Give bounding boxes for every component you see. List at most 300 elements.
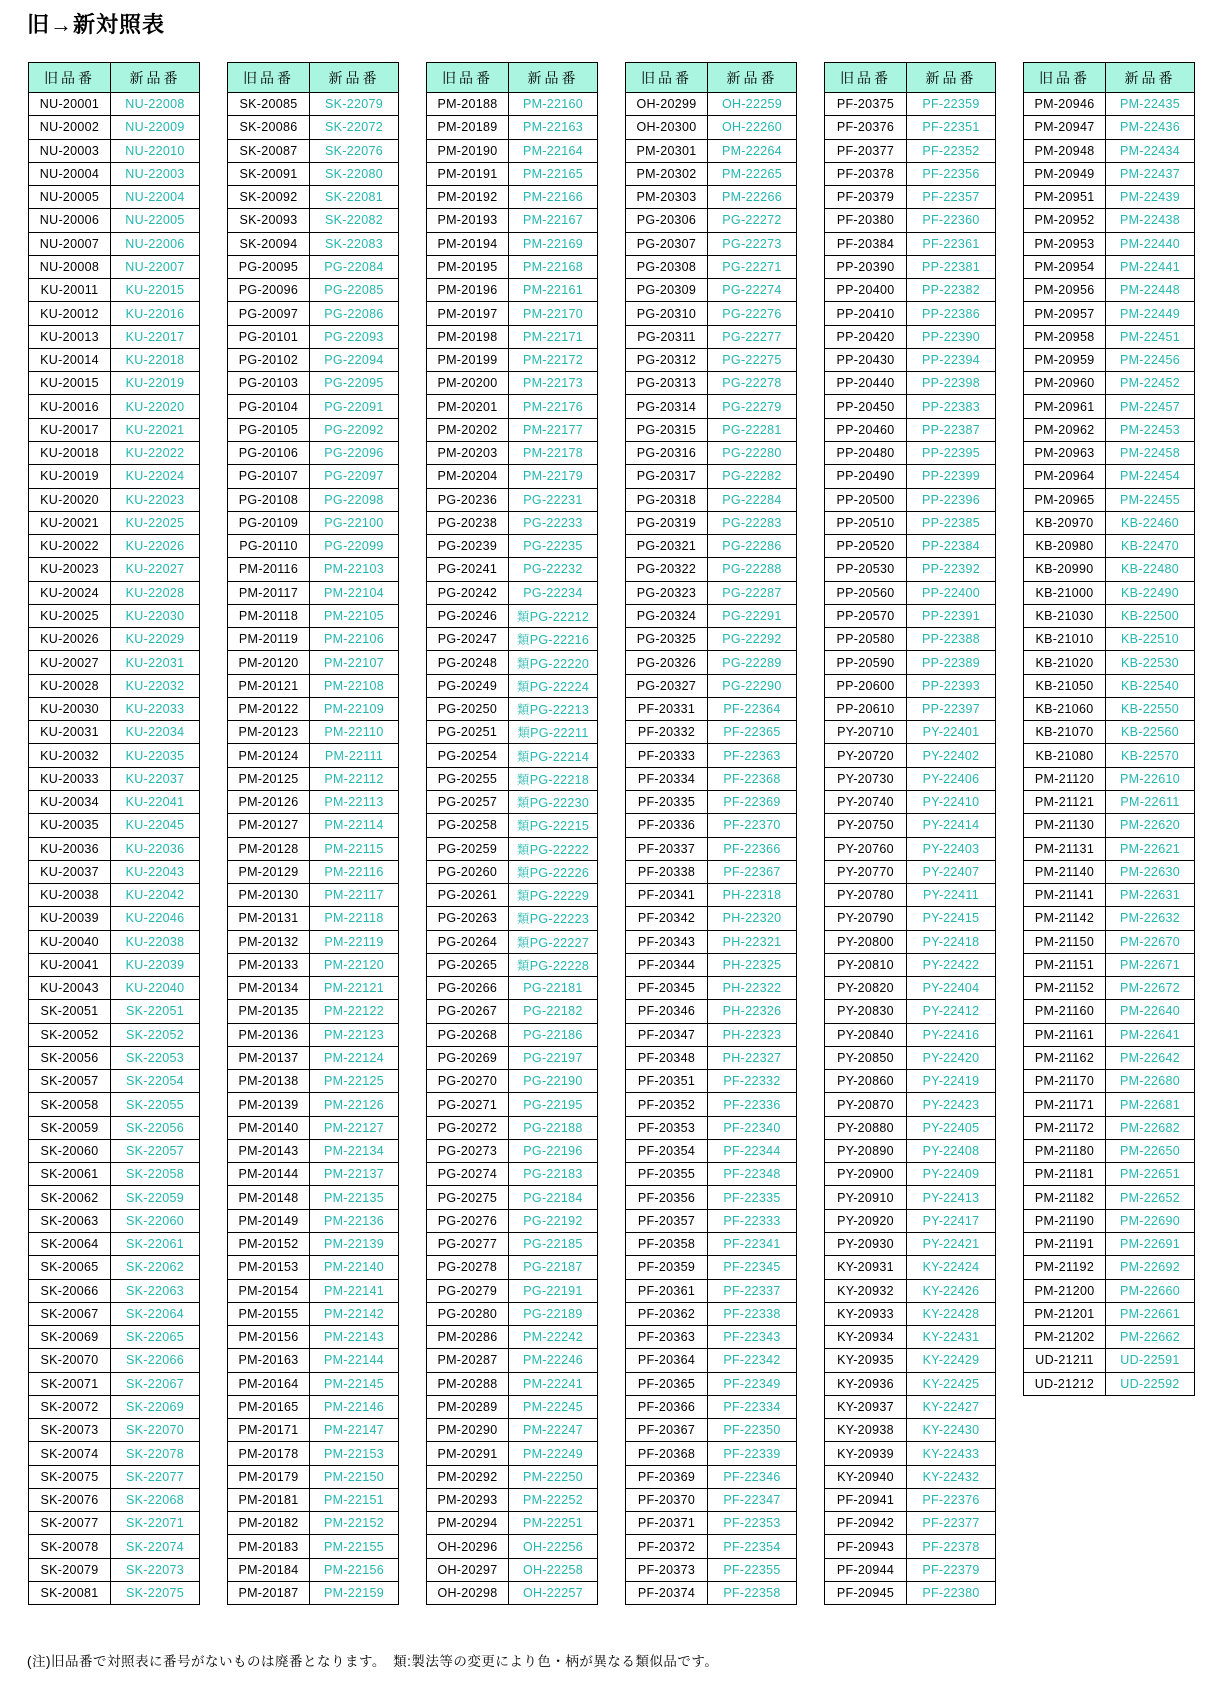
table-row bbox=[228, 1233, 399, 1256]
old-part-cell: PM-20119 bbox=[228, 628, 310, 651]
new-part-cell: PF-22346 bbox=[708, 1465, 797, 1488]
new-part-cell: PM-22137 bbox=[310, 1163, 399, 1186]
new-part-cell: PG-22282 bbox=[708, 465, 797, 488]
table-row bbox=[228, 558, 399, 581]
table-row bbox=[228, 1372, 399, 1395]
new-part-header: 新品番 bbox=[310, 63, 399, 93]
new-part-cell: PM-22266 bbox=[708, 186, 797, 209]
old-part-cell: PF-20941 bbox=[825, 1488, 907, 1511]
new-part-cell: KU-22018 bbox=[111, 348, 200, 371]
new-part-cell: PG-22181 bbox=[509, 977, 598, 1000]
old-part-cell: PF-20359 bbox=[626, 1256, 708, 1279]
old-part-cell: PM-20947 bbox=[1024, 116, 1106, 139]
new-part-cell: PF-22343 bbox=[708, 1326, 797, 1349]
new-part-cell: PG-22086 bbox=[310, 302, 399, 325]
table-row bbox=[29, 465, 200, 488]
new-part-cell: KU-22021 bbox=[111, 418, 200, 441]
new-part-cell: PM-22120 bbox=[310, 953, 399, 976]
table-row bbox=[427, 1558, 598, 1581]
table-row bbox=[1024, 674, 1195, 697]
table-row bbox=[427, 1186, 598, 1209]
new-part-cell: SK-22076 bbox=[310, 139, 399, 162]
table-row bbox=[29, 744, 200, 767]
new-part-cell: SK-22061 bbox=[111, 1233, 200, 1256]
table-row bbox=[228, 977, 399, 1000]
table-row bbox=[29, 837, 200, 860]
table-row bbox=[427, 209, 598, 232]
table-row bbox=[228, 395, 399, 418]
new-part-cell: PF-22357 bbox=[907, 186, 996, 209]
new-part-cell: SK-22069 bbox=[111, 1395, 200, 1418]
old-part-cell: PF-20358 bbox=[626, 1233, 708, 1256]
new-part-cell: NU-22008 bbox=[111, 93, 200, 116]
new-part-cell: 類PG-22230 bbox=[509, 790, 598, 813]
table-row bbox=[825, 441, 996, 464]
new-part-cell: KB-22490 bbox=[1106, 581, 1195, 604]
table-row bbox=[427, 674, 598, 697]
old-part-cell: PM-20196 bbox=[427, 279, 509, 302]
new-part-cell: PP-22393 bbox=[907, 674, 996, 697]
table-row bbox=[228, 1302, 399, 1325]
old-part-cell: PM-20965 bbox=[1024, 488, 1106, 511]
old-part-cell: PM-20179 bbox=[228, 1465, 310, 1488]
old-part-cell: PG-20280 bbox=[427, 1302, 509, 1325]
new-part-cell: PM-22652 bbox=[1106, 1186, 1195, 1209]
table-row bbox=[825, 302, 996, 325]
table-row bbox=[228, 907, 399, 930]
new-part-cell: PM-22123 bbox=[310, 1023, 399, 1046]
new-part-cell: SK-22068 bbox=[111, 1488, 200, 1511]
table-row bbox=[1024, 209, 1195, 232]
new-part-cell: PG-22280 bbox=[708, 441, 797, 464]
new-part-cell: PG-22195 bbox=[509, 1093, 598, 1116]
old-part-cell: KY-20931 bbox=[825, 1256, 907, 1279]
old-part-cell: PF-20335 bbox=[626, 790, 708, 813]
old-part-cell: PF-20352 bbox=[626, 1093, 708, 1116]
table-row bbox=[825, 1000, 996, 1023]
table-row bbox=[1024, 721, 1195, 744]
new-part-cell: PM-22642 bbox=[1106, 1046, 1195, 1069]
table-row bbox=[626, 1256, 797, 1279]
old-part-cell: PM-20184 bbox=[228, 1558, 310, 1581]
new-part-cell: PY-22422 bbox=[907, 953, 996, 976]
new-part-cell: PM-22164 bbox=[509, 139, 598, 162]
table-row bbox=[1024, 441, 1195, 464]
table-row bbox=[427, 1419, 598, 1442]
old-part-cell: PM-20199 bbox=[427, 348, 509, 371]
new-part-cell: PG-22185 bbox=[509, 1233, 598, 1256]
old-part-cell: PM-20136 bbox=[228, 1023, 310, 1046]
old-part-cell: KU-20025 bbox=[29, 604, 111, 627]
new-part-cell: PG-22292 bbox=[708, 628, 797, 651]
old-part-cell: SK-20087 bbox=[228, 139, 310, 162]
table-row bbox=[29, 139, 200, 162]
old-part-cell: PF-20355 bbox=[626, 1163, 708, 1186]
old-part-cell: PG-20316 bbox=[626, 441, 708, 464]
table-row bbox=[228, 511, 399, 534]
old-part-cell: SK-20060 bbox=[29, 1139, 111, 1162]
new-part-cell: SK-22065 bbox=[111, 1326, 200, 1349]
new-part-cell: PM-22247 bbox=[509, 1419, 598, 1442]
old-part-cell: PF-20361 bbox=[626, 1279, 708, 1302]
table-row bbox=[1024, 1302, 1195, 1325]
table-row bbox=[29, 116, 200, 139]
old-part-cell: KB-21030 bbox=[1024, 604, 1106, 627]
table-row bbox=[228, 418, 399, 441]
old-part-cell: KU-20038 bbox=[29, 884, 111, 907]
old-part-cell: OH-20297 bbox=[427, 1558, 509, 1581]
old-part-cell: PG-20109 bbox=[228, 511, 310, 534]
old-part-cell: PM-20143 bbox=[228, 1139, 310, 1162]
table-row bbox=[825, 1582, 996, 1605]
new-part-cell: PM-22245 bbox=[509, 1395, 598, 1418]
table-row bbox=[427, 1465, 598, 1488]
old-part-cell: PG-20095 bbox=[228, 255, 310, 278]
table-row bbox=[29, 790, 200, 813]
old-part-cell: KU-20035 bbox=[29, 814, 111, 837]
table-row bbox=[29, 418, 200, 441]
old-part-cell: KU-20011 bbox=[29, 279, 111, 302]
table-row bbox=[825, 511, 996, 534]
old-part-cell: PG-20322 bbox=[626, 558, 708, 581]
new-part-cell: PF-22377 bbox=[907, 1512, 996, 1535]
new-part-cell: PM-22153 bbox=[310, 1442, 399, 1465]
new-part-cell: OH-22257 bbox=[509, 1582, 598, 1605]
table-row bbox=[825, 465, 996, 488]
new-part-cell: PM-22107 bbox=[310, 651, 399, 674]
old-part-cell: PG-20107 bbox=[228, 465, 310, 488]
table-row bbox=[1024, 1209, 1195, 1232]
new-part-cell: PG-22275 bbox=[708, 348, 797, 371]
new-part-cell: PY-22421 bbox=[907, 1233, 996, 1256]
old-part-cell: PM-20125 bbox=[228, 767, 310, 790]
header-row bbox=[1024, 63, 1195, 93]
new-part-cell: PF-22370 bbox=[708, 814, 797, 837]
table-row bbox=[427, 1582, 598, 1605]
new-part-cell: PP-22395 bbox=[907, 441, 996, 464]
header-row bbox=[228, 63, 399, 93]
table-row bbox=[825, 930, 996, 953]
table-row bbox=[1024, 1070, 1195, 1093]
old-part-cell: UD-21211 bbox=[1024, 1349, 1106, 1372]
new-part-cell: PM-22681 bbox=[1106, 1093, 1195, 1116]
new-part-cell: KU-22042 bbox=[111, 884, 200, 907]
table-row bbox=[29, 1512, 200, 1535]
table-row bbox=[29, 1419, 200, 1442]
table-row bbox=[626, 1116, 797, 1139]
old-part-cell: PG-20236 bbox=[427, 488, 509, 511]
new-part-cell: PG-22273 bbox=[708, 232, 797, 255]
new-part-cell: KB-22500 bbox=[1106, 604, 1195, 627]
old-part-cell: SK-20056 bbox=[29, 1046, 111, 1069]
old-part-cell: PY-20780 bbox=[825, 884, 907, 907]
table-row bbox=[29, 1302, 200, 1325]
new-part-cell: KU-22022 bbox=[111, 441, 200, 464]
old-part-cell: PF-20372 bbox=[626, 1535, 708, 1558]
old-part-cell: PP-20450 bbox=[825, 395, 907, 418]
table-row bbox=[626, 651, 797, 674]
new-part-cell: PG-22097 bbox=[310, 465, 399, 488]
table-row bbox=[427, 628, 598, 651]
old-part-cell: PM-20286 bbox=[427, 1326, 509, 1349]
table-row bbox=[427, 116, 598, 139]
table-row bbox=[29, 372, 200, 395]
old-part-cell: KY-20932 bbox=[825, 1279, 907, 1302]
table-row bbox=[1024, 581, 1195, 604]
new-part-cell: SK-22053 bbox=[111, 1046, 200, 1069]
old-part-cell: PM-20204 bbox=[427, 465, 509, 488]
old-part-cell: PF-20357 bbox=[626, 1209, 708, 1232]
old-part-cell: PM-21150 bbox=[1024, 930, 1106, 953]
new-part-cell: PG-22187 bbox=[509, 1256, 598, 1279]
old-part-cell: PM-20961 bbox=[1024, 395, 1106, 418]
old-part-cell: PM-20198 bbox=[427, 325, 509, 348]
new-part-cell: 類PG-22216 bbox=[509, 628, 598, 651]
old-part-cell: PM-20288 bbox=[427, 1372, 509, 1395]
table-row bbox=[825, 651, 996, 674]
new-part-cell: PM-22435 bbox=[1106, 93, 1195, 116]
new-part-cell: PM-22115 bbox=[310, 837, 399, 860]
old-part-cell: KU-20033 bbox=[29, 767, 111, 790]
old-part-cell: KU-20039 bbox=[29, 907, 111, 930]
old-part-cell: PG-20327 bbox=[626, 674, 708, 697]
table-row bbox=[228, 1256, 399, 1279]
table-row bbox=[1024, 1326, 1195, 1349]
old-part-cell: SK-20092 bbox=[228, 186, 310, 209]
table-row bbox=[29, 860, 200, 883]
new-part-cell: PM-22122 bbox=[310, 1000, 399, 1023]
table-row bbox=[29, 814, 200, 837]
new-part-cell: PF-22344 bbox=[708, 1139, 797, 1162]
old-part-cell: PP-20600 bbox=[825, 674, 907, 697]
table-row bbox=[29, 1442, 200, 1465]
table-row bbox=[427, 1302, 598, 1325]
old-part-cell: PM-20194 bbox=[427, 232, 509, 255]
new-part-cell: NU-22009 bbox=[111, 116, 200, 139]
old-part-cell: PG-20105 bbox=[228, 418, 310, 441]
new-part-cell: SK-22073 bbox=[111, 1558, 200, 1581]
table-row bbox=[825, 1349, 996, 1372]
old-part-cell: KB-21060 bbox=[1024, 697, 1106, 720]
new-part-cell: PG-22283 bbox=[708, 511, 797, 534]
new-part-cell: PM-22250 bbox=[509, 1465, 598, 1488]
new-part-cell: PM-22147 bbox=[310, 1419, 399, 1442]
new-part-cell: PF-22351 bbox=[907, 116, 996, 139]
old-part-cell: SK-20076 bbox=[29, 1488, 111, 1511]
new-part-cell: 類PG-22215 bbox=[509, 814, 598, 837]
table-row bbox=[427, 93, 598, 116]
table-row bbox=[29, 395, 200, 418]
new-part-cell: PM-22660 bbox=[1106, 1279, 1195, 1302]
new-part-cell: PM-22151 bbox=[310, 1488, 399, 1511]
new-part-cell: PG-22271 bbox=[708, 255, 797, 278]
old-part-cell: PM-21121 bbox=[1024, 790, 1106, 813]
table-row bbox=[228, 488, 399, 511]
old-part-cell: PG-20108 bbox=[228, 488, 310, 511]
new-part-cell: PM-22457 bbox=[1106, 395, 1195, 418]
old-part-cell: PF-20343 bbox=[626, 930, 708, 953]
old-part-cell: SK-20064 bbox=[29, 1233, 111, 1256]
table-row bbox=[1024, 1163, 1195, 1186]
new-part-cell: KY-22425 bbox=[907, 1372, 996, 1395]
table-row bbox=[228, 721, 399, 744]
table-row bbox=[427, 325, 598, 348]
new-part-cell: 類PG-22229 bbox=[509, 884, 598, 907]
table-row bbox=[626, 814, 797, 837]
new-part-cell: PH-22320 bbox=[708, 907, 797, 930]
table-row bbox=[825, 1279, 996, 1302]
new-part-cell: PG-22095 bbox=[310, 372, 399, 395]
new-part-cell: PM-22139 bbox=[310, 1233, 399, 1256]
old-part-cell: KU-20027 bbox=[29, 651, 111, 674]
table-row bbox=[626, 604, 797, 627]
old-part-cell: PG-20269 bbox=[427, 1046, 509, 1069]
table-row bbox=[626, 744, 797, 767]
old-part-cell: PY-20920 bbox=[825, 1209, 907, 1232]
new-part-cell: KU-22040 bbox=[111, 977, 200, 1000]
new-part-cell: SK-22081 bbox=[310, 186, 399, 209]
table-row bbox=[626, 790, 797, 813]
new-part-cell: SK-22074 bbox=[111, 1535, 200, 1558]
new-part-cell: KY-22429 bbox=[907, 1349, 996, 1372]
old-part-cell: PM-20133 bbox=[228, 953, 310, 976]
old-part-cell: NU-20001 bbox=[29, 93, 111, 116]
old-part-cell: KU-20028 bbox=[29, 674, 111, 697]
new-part-cell: 類PG-22211 bbox=[509, 721, 598, 744]
old-part-cell: KB-21010 bbox=[1024, 628, 1106, 651]
old-part-cell: PG-20267 bbox=[427, 1000, 509, 1023]
conversion-table-2 bbox=[227, 62, 399, 1605]
table-row bbox=[228, 1326, 399, 1349]
new-part-cell: PH-22318 bbox=[708, 884, 797, 907]
new-part-cell: PY-22407 bbox=[907, 860, 996, 883]
new-part-cell: KY-22428 bbox=[907, 1302, 996, 1325]
table-row bbox=[626, 395, 797, 418]
table-row bbox=[825, 837, 996, 860]
new-part-cell: PY-22409 bbox=[907, 1163, 996, 1186]
new-part-cell: PM-22620 bbox=[1106, 814, 1195, 837]
old-part-cell: PF-20351 bbox=[626, 1070, 708, 1093]
new-part-cell: PM-22441 bbox=[1106, 255, 1195, 278]
old-part-cell: PG-20239 bbox=[427, 535, 509, 558]
table-row bbox=[825, 1163, 996, 1186]
old-part-cell: PF-20336 bbox=[626, 814, 708, 837]
new-part-cell: PM-22455 bbox=[1106, 488, 1195, 511]
new-part-cell: PM-22176 bbox=[509, 395, 598, 418]
new-part-cell: PF-22335 bbox=[708, 1186, 797, 1209]
old-part-cell: PM-20178 bbox=[228, 1442, 310, 1465]
old-part-cell: PM-20138 bbox=[228, 1070, 310, 1093]
new-part-cell: PF-22337 bbox=[708, 1279, 797, 1302]
old-part-cell: PM-20126 bbox=[228, 790, 310, 813]
old-part-cell: KY-20937 bbox=[825, 1395, 907, 1418]
old-part-cell: PF-20945 bbox=[825, 1582, 907, 1605]
table-row bbox=[29, 441, 200, 464]
new-part-cell: PM-22265 bbox=[708, 162, 797, 185]
new-part-cell: PM-22121 bbox=[310, 977, 399, 1000]
old-part-cell: PG-20313 bbox=[626, 372, 708, 395]
table-row bbox=[228, 674, 399, 697]
table-row bbox=[626, 1558, 797, 1581]
table-row bbox=[29, 604, 200, 627]
table-row bbox=[29, 1582, 200, 1605]
old-part-cell: PM-21191 bbox=[1024, 1233, 1106, 1256]
new-part-cell: KU-22037 bbox=[111, 767, 200, 790]
old-part-cell: PM-20139 bbox=[228, 1093, 310, 1116]
old-part-cell: PG-20311 bbox=[626, 325, 708, 348]
table-row bbox=[228, 1395, 399, 1418]
old-part-cell: PF-20344 bbox=[626, 953, 708, 976]
table-row bbox=[29, 209, 200, 232]
table-row bbox=[427, 395, 598, 418]
table-row bbox=[1024, 1256, 1195, 1279]
old-part-cell: SK-20086 bbox=[228, 116, 310, 139]
table-row bbox=[626, 1372, 797, 1395]
old-part-cell: PG-20324 bbox=[626, 604, 708, 627]
new-part-cell: KU-22017 bbox=[111, 325, 200, 348]
old-part-cell: PM-21181 bbox=[1024, 1163, 1106, 1186]
table-row bbox=[427, 1163, 598, 1186]
table-row bbox=[1024, 907, 1195, 930]
old-part-cell: PM-21142 bbox=[1024, 907, 1106, 930]
table-row bbox=[29, 1023, 200, 1046]
old-part-cell: PM-20290 bbox=[427, 1419, 509, 1442]
table-row bbox=[825, 907, 996, 930]
new-part-cell: PP-22384 bbox=[907, 535, 996, 558]
table-row bbox=[825, 325, 996, 348]
table-row bbox=[427, 372, 598, 395]
new-part-cell: PM-22630 bbox=[1106, 860, 1195, 883]
old-part-cell: PG-20265 bbox=[427, 953, 509, 976]
old-part-cell: PP-20460 bbox=[825, 418, 907, 441]
new-part-cell: SK-22078 bbox=[111, 1442, 200, 1465]
new-part-cell: SK-22064 bbox=[111, 1302, 200, 1325]
new-part-cell: PM-22452 bbox=[1106, 372, 1195, 395]
new-part-cell: KU-22024 bbox=[111, 465, 200, 488]
table-row bbox=[427, 1209, 598, 1232]
new-part-cell: KU-22033 bbox=[111, 697, 200, 720]
table-row bbox=[626, 558, 797, 581]
new-part-cell: PM-22155 bbox=[310, 1535, 399, 1558]
old-part-cell: SK-20074 bbox=[29, 1442, 111, 1465]
old-part-cell: PG-20096 bbox=[228, 279, 310, 302]
old-part-cell: PF-20378 bbox=[825, 162, 907, 185]
table-row bbox=[626, 1279, 797, 1302]
old-part-cell: PP-20480 bbox=[825, 441, 907, 464]
old-part-cell: OH-20296 bbox=[427, 1535, 509, 1558]
table-row bbox=[228, 1279, 399, 1302]
old-part-cell: PM-21151 bbox=[1024, 953, 1106, 976]
new-part-cell: PY-22414 bbox=[907, 814, 996, 837]
table-row bbox=[29, 1488, 200, 1511]
old-part-cell: SK-20075 bbox=[29, 1465, 111, 1488]
old-part-cell: PG-20278 bbox=[427, 1256, 509, 1279]
old-part-cell: PG-20259 bbox=[427, 837, 509, 860]
table-row bbox=[1024, 302, 1195, 325]
old-part-cell: PF-20366 bbox=[626, 1395, 708, 1418]
table-row bbox=[427, 1512, 598, 1535]
table-row bbox=[626, 232, 797, 255]
table-row bbox=[427, 1442, 598, 1465]
new-part-cell: PG-22192 bbox=[509, 1209, 598, 1232]
new-part-cell: PG-22234 bbox=[509, 581, 598, 604]
table-row bbox=[1024, 930, 1195, 953]
table-row bbox=[427, 1070, 598, 1093]
new-part-cell: PM-22140 bbox=[310, 1256, 399, 1279]
old-part-cell: SK-20079 bbox=[29, 1558, 111, 1581]
old-part-cell: KU-20030 bbox=[29, 697, 111, 720]
table-row bbox=[228, 1512, 399, 1535]
